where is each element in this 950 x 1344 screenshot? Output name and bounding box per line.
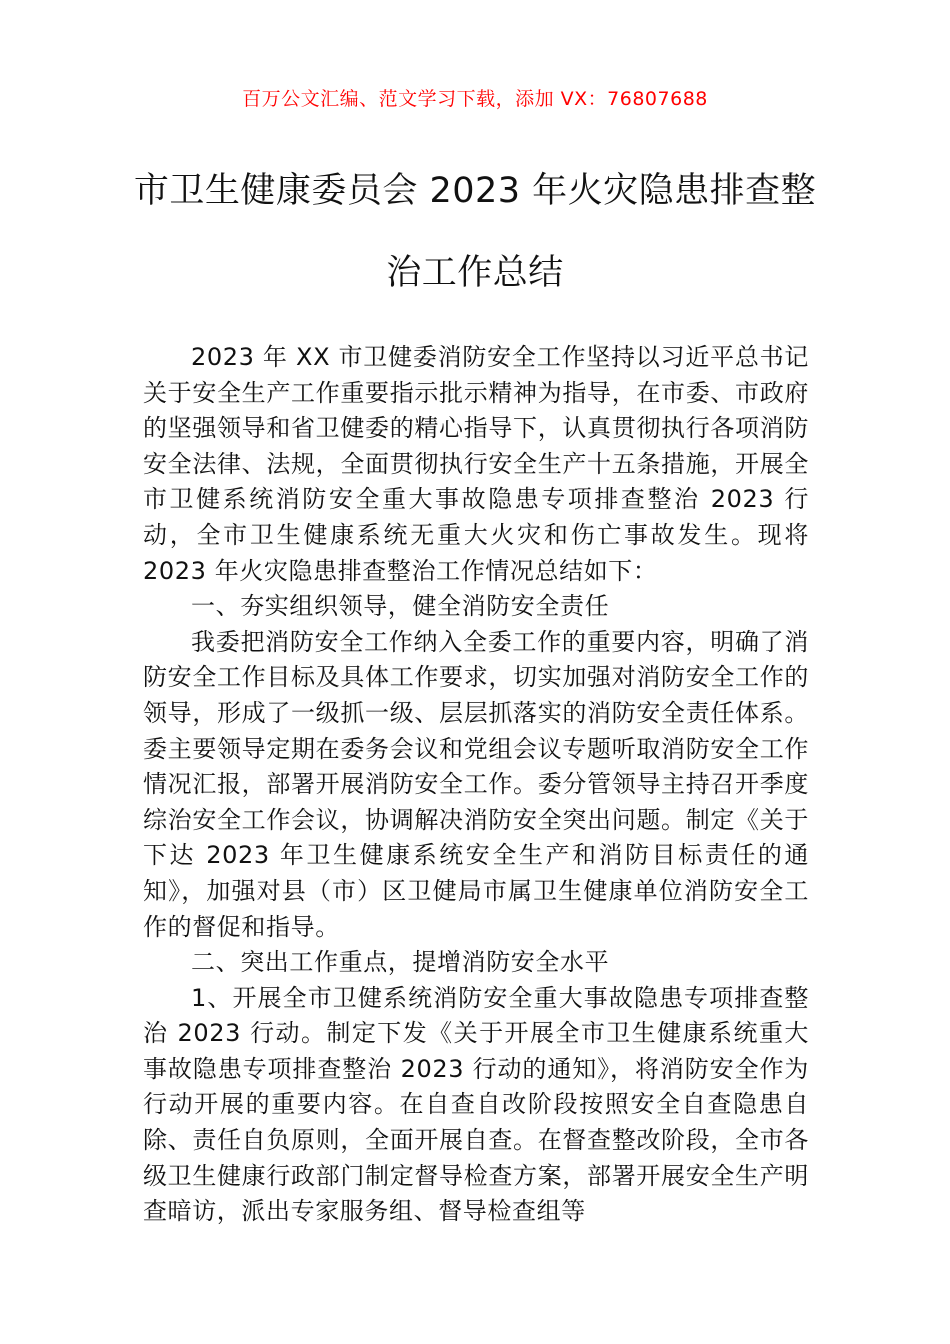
title-line-2: 治工作总结 bbox=[386, 253, 564, 293]
header-watermark-note: 百万公文汇编、范文学习下载，添加 VX：76807688 bbox=[242, 88, 708, 110]
section-heading-2: 二、突出工作重点，提增消防安全水平 bbox=[191, 948, 610, 977]
document-title bbox=[120, 150, 830, 314]
section-heading-1: 一、夯实组织领导，健全消防安全责任 bbox=[191, 592, 610, 621]
intro-paragraph: 2023 年 XX 市卫健委消防安全工作坚持以习近平总书记关于安全生产工作重要指示批示精神为指导，在市委、市政府的坚强领导和省卫健委的精心指导下，认真贯彻执行各项消防安全法律、法规，全面贯彻执行安全生产十五条措施，开展全市卫健系统消防安全重大事故隐患专项排查整治 2023 行动，全市卫生健康系统无重大火灾和伤亡事故发生。现将 2023 年火灾隐患排查整治工作情况总结如下： bbox=[143, 343, 809, 585]
document-body bbox=[143, 340, 809, 1230]
section-2-item-1-paragraph: 1、开展全市卫健系统消防安全重大事故隐患专项排查整治 2023 行动。制定下发《关于开展全市卫生健康系统重大事故隐患专项排查整治 2023 行动的通知》，将消防安全作为行动开展的重要内容。在自查自改阶段按照安全自查隐患自除、责任自负原则，全面开展自查。在督查整改阶段，全市各级卫生健康行政部门制定督导检查方案，部署开展安全生产明查暗访，派出专家服务组、督导检查组等 bbox=[143, 983, 809, 1226]
section-1-paragraph: 我委把消防安全工作纳入全委工作的重要内容，明确了消防安全工作目标及具体工作要求，切实加强对消防安全工作的领导，形成了一级抓一级、层层抓落实的消防安全责任体系。委主要领导定期在委务会议和党组会议专题听取消防安全工作情况汇报，部署开展消防安全工作。委分管领导主持召开季度综治安全工作会议，协调解决消防安全突出问题。制定《关于下达 2023 年卫生健康系统安全生产和消防目标责任的通知》，加强对县（市）区卫健局市属卫生健康单位消防安全工作的督促和指导。 bbox=[143, 627, 809, 941]
title-line-1: 市卫生健康委员会 2023 年火灾隐患排查整 bbox=[133, 171, 817, 211]
